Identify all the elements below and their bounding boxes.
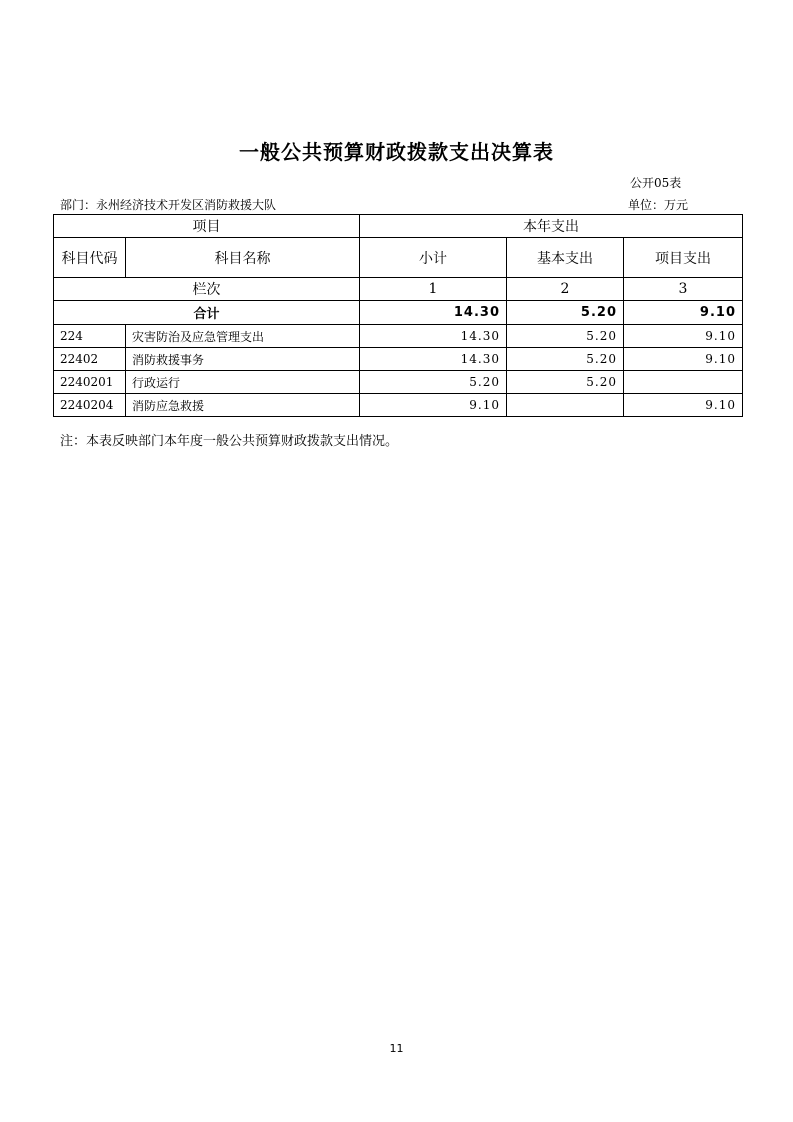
row-basic: 5.20 — [507, 371, 624, 394]
row-code: 22402 — [54, 348, 126, 371]
index-2: 2 — [507, 278, 624, 301]
table-row — [54, 371, 743, 394]
row-project — [624, 371, 743, 394]
unit-label: 单位：万元 — [628, 198, 689, 212]
row-basic — [507, 394, 624, 417]
col-header-subtotal: 小计 — [360, 238, 507, 278]
row-project: 9.10 — [624, 325, 743, 348]
header-project: 项目 — [54, 215, 360, 238]
row-code: 224 — [54, 325, 126, 348]
expenditure-table — [53, 214, 743, 417]
row-name: 消防应急救援 — [126, 394, 360, 417]
index-label: 栏次 — [54, 278, 360, 301]
row-subtotal: 5.20 — [360, 371, 507, 394]
page-title: 一般公共预算财政拨款支出决算表 — [239, 140, 554, 164]
row-basic: 5.20 — [507, 348, 624, 371]
total-label: 合计 — [54, 301, 360, 325]
col-header-name: 科目名称 — [126, 238, 360, 278]
table-row — [54, 348, 743, 371]
total-basic: 5.20 — [507, 301, 624, 325]
row-subtotal: 14.30 — [360, 325, 507, 348]
form-number: 公开05表 — [630, 176, 682, 190]
row-name: 消防救援事务 — [126, 348, 360, 371]
row-basic: 5.20 — [507, 325, 624, 348]
table-row — [54, 325, 743, 348]
table-row — [54, 394, 743, 417]
total-subtotal: 14.30 — [360, 301, 507, 325]
table-note: 注：本表反映部门本年度一般公共预算财政拨款支出情况。 — [60, 434, 399, 449]
index-1: 1 — [360, 278, 507, 301]
row-code: 2240204 — [54, 394, 126, 417]
page-number: 11 — [389, 1042, 404, 1055]
row-name: 灾害防治及应急管理支出 — [126, 325, 360, 348]
col-header-project: 项目支出 — [624, 238, 743, 278]
total-project: 9.10 — [624, 301, 743, 325]
row-project: 9.10 — [624, 348, 743, 371]
header-expense: 本年支出 — [360, 215, 743, 238]
col-header-basic: 基本支出 — [507, 238, 624, 278]
row-code: 2240201 — [54, 371, 126, 394]
row-subtotal: 14.30 — [360, 348, 507, 371]
col-header-code: 科目代码 — [54, 238, 126, 278]
row-name: 行政运行 — [126, 371, 360, 394]
index-row — [54, 278, 743, 301]
row-subtotal: 9.10 — [360, 394, 507, 417]
index-3: 3 — [624, 278, 743, 301]
header-row-top — [54, 215, 743, 238]
department-label: 部门：永州经济技术开发区消防救援大队 — [60, 198, 277, 212]
total-row — [54, 301, 743, 325]
header-row-columns — [54, 238, 743, 278]
row-project: 9.10 — [624, 394, 743, 417]
